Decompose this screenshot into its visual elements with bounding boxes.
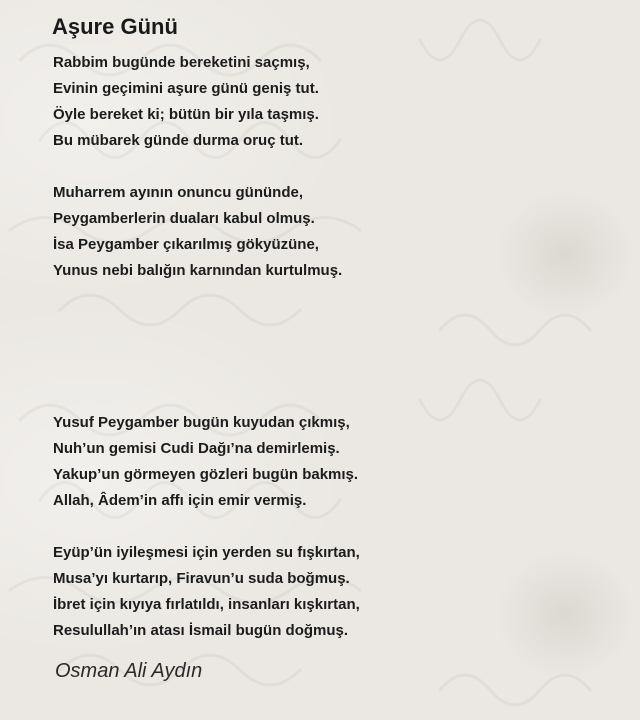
poem-line: Yunus nebi balığın karnından kurtulmuş. bbox=[53, 262, 343, 279]
poem-line: Yakup’un görmeyen gözleri bugün bakmış. bbox=[53, 466, 359, 483]
poem-line: Bu mübarek günde durma oruç tut. bbox=[53, 132, 304, 149]
poem-line: Nuh’un gemisi Cudi Dağı’na demirlemiş. bbox=[53, 440, 340, 457]
poem-line: Musa’yı kurtarıp, Firavun’u suda boğmuş. bbox=[53, 570, 350, 587]
poem-title: Aşure Günü bbox=[52, 14, 178, 39]
stanza-2 bbox=[53, 180, 342, 284]
stanza-1 bbox=[53, 50, 319, 154]
poem-line: İsa Peygamber çıkarılmış gökyüzüne, bbox=[53, 236, 319, 253]
poem-line: Rabbim bugünde bereketini saçmış, bbox=[53, 54, 310, 71]
stanza-3 bbox=[53, 410, 358, 514]
poem-line: İbret için kıyıya fırlatıldı, insanları kışkırtan, bbox=[53, 596, 360, 613]
poem-author: Osman Ali Aydın bbox=[55, 660, 203, 682]
poem-line: Allah, Âdem’in affı için emir vermiş. bbox=[53, 492, 307, 509]
poem-line: Yusuf Peygamber bugün kuyudan çıkmış, bbox=[53, 414, 350, 431]
poem-line: Öyle bereket ki; bütün bir yıla taşmış. bbox=[53, 106, 319, 123]
poem-line: Muharrem ayının onuncu gününde, bbox=[53, 184, 304, 201]
poem-line: Peygamberlerin duaları kabul olmuş. bbox=[53, 210, 315, 227]
stanza-4 bbox=[53, 540, 360, 644]
poem-line: Evinin geçimini aşure günü geniş tut. bbox=[53, 80, 319, 97]
poem-line: Resulullah’ın atası İsmail bugün doğmuş. bbox=[53, 622, 349, 639]
poem-line: Eyüp’ün iyileşmesi için yerden su fışkırtan, bbox=[53, 544, 360, 561]
